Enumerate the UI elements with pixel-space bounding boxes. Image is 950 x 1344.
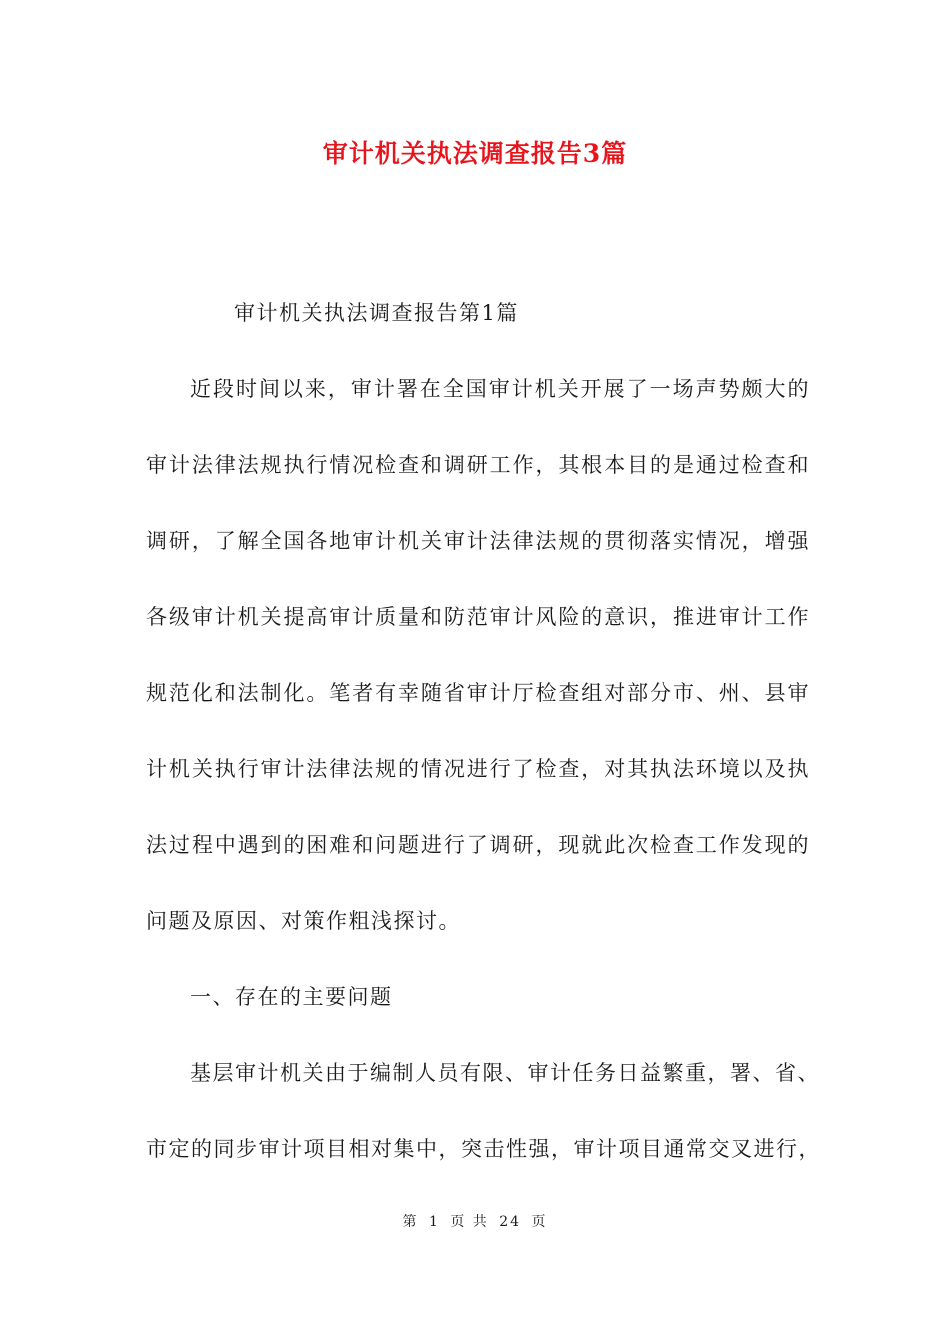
total-pages: 24 [499,1214,522,1230]
current-page-number: 1 [428,1214,440,1230]
document-body [146,275,821,1187]
subsection-heading: 一、存在的主要问题 [190,985,393,1009]
paragraph-line: 法过程中遇到的困难和问题进行了调研，现就此次检查工作发现的 [146,833,810,857]
footer-prefix: 第 [402,1214,419,1230]
paragraph-line: 近段时间以来，审计署在全国审计机关开展了一场声势颇大的 [190,377,810,401]
paragraph-line: 计机关执行审计法律法规的情况进行了检查，对其执法环境以及执 [146,757,810,781]
paragraph-line: 调研，了解全国各地审计机关审计法律法规的贯彻落实情况，增强 [146,529,810,553]
paragraph-line: 市定的同步审计项目相对集中，突击性强，审计项目通常交叉进行， [146,1137,821,1161]
paragraph-line: 各级审计机关提高审计质量和防范审计风险的意识，推进审计工作 [146,605,810,629]
footer-middle: 页 共 [450,1214,489,1230]
paragraph-line: 基层审计机关由于编制人员有限、审计任务日益繁重，署、省、 [190,1061,820,1085]
paragraph-line: 问题及原因、对策作粗浅探讨。 [146,909,461,933]
footer-suffix: 页 [531,1214,548,1230]
page-footer [0,1211,950,1231]
document-title: 审计机关执法调查报告3篇 [322,139,628,168]
section-heading: 审计机关执法调查报告第1篇 [234,301,519,325]
paragraph-line: 规范化和法制化。笔者有幸随省审计厅检查组对部分市、州、县审 [146,681,810,705]
paragraph-line: 审计法律法规执行情况检查和调研工作，其根本目的是通过检查和 [146,453,810,477]
